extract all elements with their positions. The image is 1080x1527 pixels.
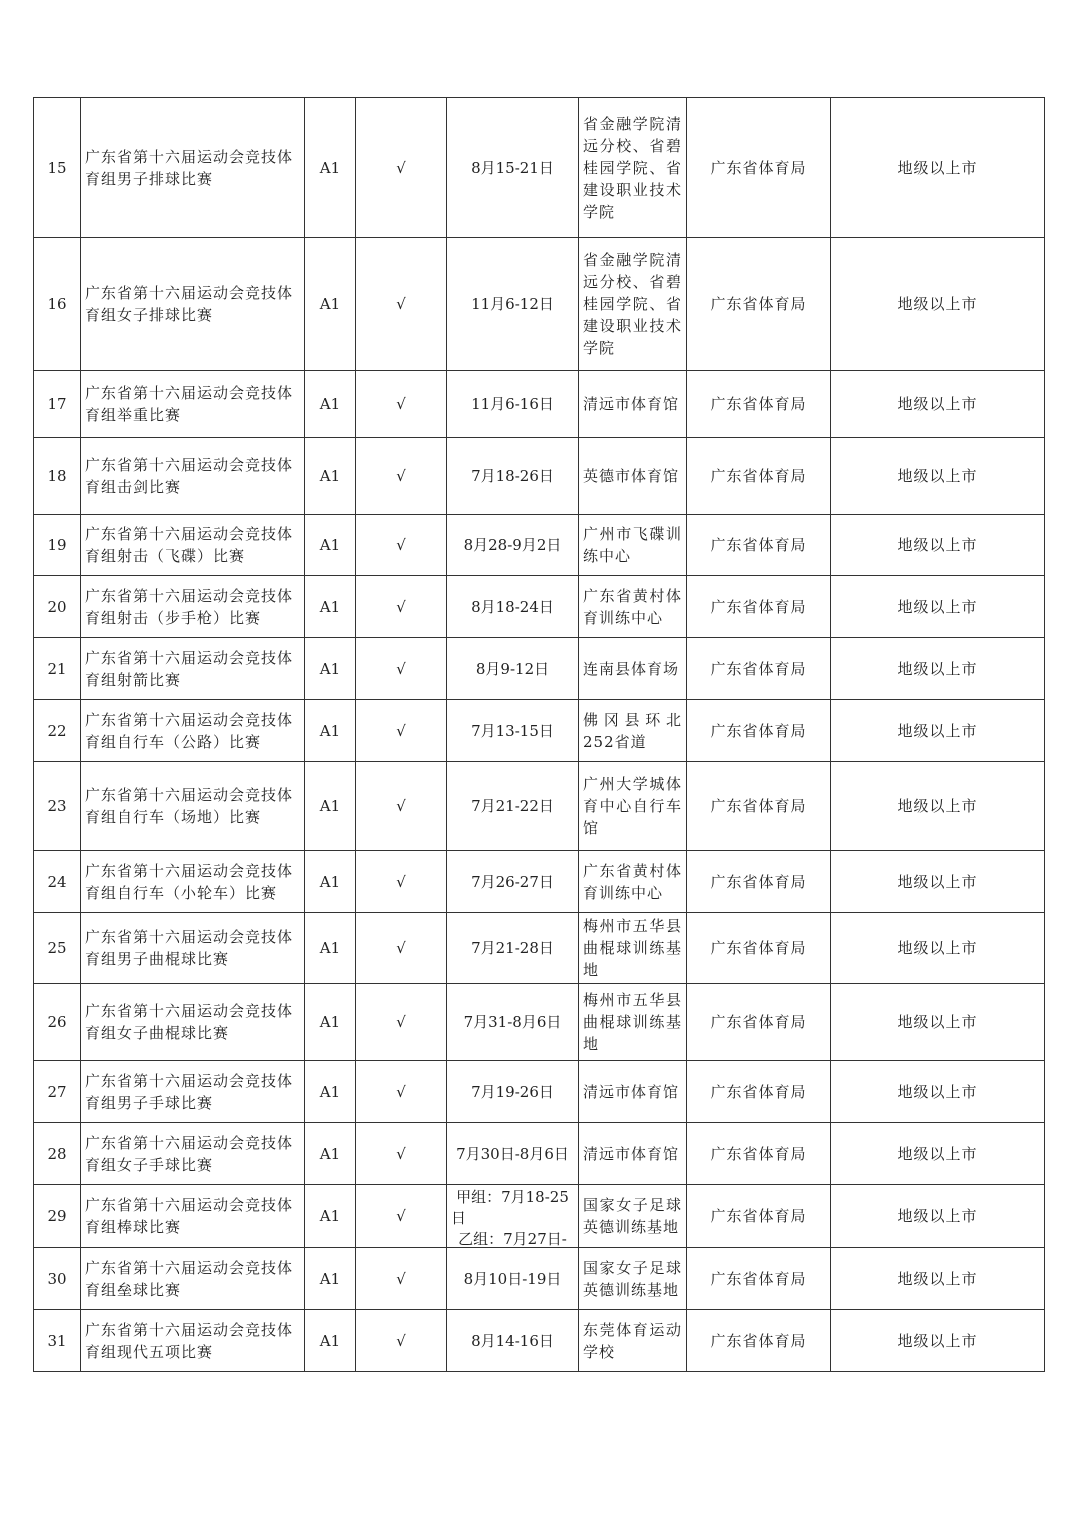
check-mark: √ xyxy=(356,238,447,371)
event-venue: 梅州市五华县曲棍球训练基地 xyxy=(579,984,687,1061)
row-number: 19 xyxy=(34,515,81,576)
event-participants: 地级以上市 xyxy=(831,515,1045,576)
event-venue: 连南县体育场 xyxy=(579,638,687,700)
event-venue: 清远市体育馆 xyxy=(579,1123,687,1185)
event-date: 8月15-21日 xyxy=(447,98,579,238)
event-venue: 广东省黄村体育训练中心 xyxy=(579,576,687,638)
event-name: 广东省第十六届运动会竞技体育组垒球比赛 xyxy=(81,1248,305,1310)
event-participants: 地级以上市 xyxy=(831,238,1045,371)
table-row xyxy=(34,98,1045,238)
check-mark: √ xyxy=(356,371,447,438)
row-number: 22 xyxy=(34,700,81,762)
row-number: 18 xyxy=(34,438,81,515)
check-mark: √ xyxy=(356,700,447,762)
event-venue: 广州大学城体育中心自行车馆 xyxy=(579,762,687,851)
event-date: 8月18-24日 xyxy=(447,576,579,638)
event-venue: 省金融学院清远分校、省碧桂园学院、省建设职业技术学院 xyxy=(579,238,687,371)
event-organizer: 广东省体育局 xyxy=(687,700,831,762)
check-mark: √ xyxy=(356,851,447,913)
event-venue: 佛冈县环北252省道 xyxy=(579,700,687,762)
row-number: 23 xyxy=(34,762,81,851)
event-venue: 东莞体育运动学校 xyxy=(579,1310,687,1372)
event-date xyxy=(447,1185,579,1248)
event-date: 7月21-28日 xyxy=(447,913,579,984)
row-number: 26 xyxy=(34,984,81,1061)
event-participants: 地级以上市 xyxy=(831,576,1045,638)
event-participants: 地级以上市 xyxy=(831,851,1045,913)
event-organizer: 广东省体育局 xyxy=(687,1310,831,1372)
event-venue: 省金融学院清远分校、省碧桂园学院、省建设职业技术学院 xyxy=(579,98,687,238)
check-mark: √ xyxy=(356,762,447,851)
event-date: 8月14-16日 xyxy=(447,1310,579,1372)
check-mark: √ xyxy=(356,576,447,638)
row-number: 31 xyxy=(34,1310,81,1372)
event-level: A1 xyxy=(305,438,356,515)
event-level: A1 xyxy=(305,515,356,576)
check-mark: √ xyxy=(356,1123,447,1185)
date-line-3: 乙组：7月27日- xyxy=(458,1230,567,1247)
event-participants: 地级以上市 xyxy=(831,371,1045,438)
event-name: 广东省第十六届运动会竞技体育组自行车（小轮车）比赛 xyxy=(81,851,305,913)
event-participants: 地级以上市 xyxy=(831,1310,1045,1372)
event-name: 广东省第十六届运动会竞技体育组现代五项比赛 xyxy=(81,1310,305,1372)
event-name: 广东省第十六届运动会竞技体育组举重比赛 xyxy=(81,371,305,438)
event-venue: 国家女子足球英德训练基地 xyxy=(579,1248,687,1310)
event-level: A1 xyxy=(305,98,356,238)
event-name: 广东省第十六届运动会竞技体育组女子手球比赛 xyxy=(81,1123,305,1185)
event-participants: 地级以上市 xyxy=(831,638,1045,700)
check-mark: √ xyxy=(356,1310,447,1372)
event-level: A1 xyxy=(305,1061,356,1123)
event-venue: 英德市体育馆 xyxy=(579,438,687,515)
event-participants: 地级以上市 xyxy=(831,98,1045,238)
row-number: 21 xyxy=(34,638,81,700)
event-participants: 地级以上市 xyxy=(831,984,1045,1061)
event-organizer: 广东省体育局 xyxy=(687,1123,831,1185)
table-row xyxy=(34,913,1045,984)
event-organizer: 广东省体育局 xyxy=(687,576,831,638)
table-row xyxy=(34,638,1045,700)
event-date: 7月31-8月6日 xyxy=(447,984,579,1061)
event-name: 广东省第十六届运动会竞技体育组女子曲棍球比赛 xyxy=(81,984,305,1061)
table-row xyxy=(34,1123,1045,1185)
event-level: A1 xyxy=(305,638,356,700)
event-venue: 广东省黄村体育训练中心 xyxy=(579,851,687,913)
event-venue: 清远市体育馆 xyxy=(579,371,687,438)
table-row xyxy=(34,851,1045,913)
row-number: 16 xyxy=(34,238,81,371)
event-date: 8月28-9月2日 xyxy=(447,515,579,576)
event-date: 8月9-12日 xyxy=(447,638,579,700)
row-number: 28 xyxy=(34,1123,81,1185)
check-mark: √ xyxy=(356,913,447,984)
event-venue: 梅州市五华县曲棍球训练基地 xyxy=(579,913,687,984)
check-mark: √ xyxy=(356,98,447,238)
events-table xyxy=(33,97,1045,1372)
event-organizer: 广东省体育局 xyxy=(687,371,831,438)
event-organizer: 广东省体育局 xyxy=(687,438,831,515)
event-level: A1 xyxy=(305,1310,356,1372)
event-name: 广东省第十六届运动会竞技体育组棒球比赛 xyxy=(81,1185,305,1248)
table-row xyxy=(34,762,1045,851)
table-row xyxy=(34,1310,1045,1372)
check-mark: √ xyxy=(356,1248,447,1310)
event-date: 7月19-26日 xyxy=(447,1061,579,1123)
date-line-2: 日 xyxy=(451,1209,467,1227)
event-organizer: 广东省体育局 xyxy=(687,238,831,371)
event-participants: 地级以上市 xyxy=(831,1248,1045,1310)
event-organizer: 广东省体育局 xyxy=(687,913,831,984)
table-row xyxy=(34,371,1045,438)
event-organizer: 广东省体育局 xyxy=(687,638,831,700)
event-level: A1 xyxy=(305,700,356,762)
event-organizer: 广东省体育局 xyxy=(687,1248,831,1310)
table-row xyxy=(34,1185,1045,1248)
event-participants: 地级以上市 xyxy=(831,1061,1045,1123)
event-organizer: 广东省体育局 xyxy=(687,851,831,913)
event-organizer: 广东省体育局 xyxy=(687,98,831,238)
event-level: A1 xyxy=(305,913,356,984)
event-participants: 地级以上市 xyxy=(831,700,1045,762)
date-line-1: 甲组：7月18-25 xyxy=(456,1188,569,1206)
table-row xyxy=(34,576,1045,638)
event-name: 广东省第十六届运动会竞技体育组射击（飞碟）比赛 xyxy=(81,515,305,576)
event-name: 广东省第十六届运动会竞技体育组击剑比赛 xyxy=(81,438,305,515)
row-number: 17 xyxy=(34,371,81,438)
event-date: 7月21-22日 xyxy=(447,762,579,851)
event-participants: 地级以上市 xyxy=(831,1185,1045,1248)
event-date: 11月6-16日 xyxy=(447,371,579,438)
event-date: 7月13-15日 xyxy=(447,700,579,762)
row-number: 29 xyxy=(34,1185,81,1248)
event-participants: 地级以上市 xyxy=(831,913,1045,984)
check-mark: √ xyxy=(356,438,447,515)
event-date: 11月6-12日 xyxy=(447,238,579,371)
event-level: A1 xyxy=(305,984,356,1061)
check-mark: √ xyxy=(356,1061,447,1123)
event-date: 7月30日-8月6日 xyxy=(447,1123,579,1185)
event-venue: 清远市体育馆 xyxy=(579,1061,687,1123)
event-organizer: 广东省体育局 xyxy=(687,762,831,851)
event-participants: 地级以上市 xyxy=(831,1123,1045,1185)
event-level: A1 xyxy=(305,851,356,913)
event-venue: 广州市飞碟训练中心 xyxy=(579,515,687,576)
event-date: 7月18-26日 xyxy=(447,438,579,515)
event-date: 8月10日-19日 xyxy=(447,1248,579,1310)
event-venue: 国家女子足球英德训练基地 xyxy=(579,1185,687,1248)
event-level: A1 xyxy=(305,576,356,638)
check-mark: √ xyxy=(356,638,447,700)
check-mark: √ xyxy=(356,515,447,576)
event-name: 广东省第十六届运动会竞技体育组自行车（公路）比赛 xyxy=(81,700,305,762)
event-level: A1 xyxy=(305,1123,356,1185)
event-organizer: 广东省体育局 xyxy=(687,515,831,576)
event-level: A1 xyxy=(305,1185,356,1248)
event-date: 7月26-27日 xyxy=(447,851,579,913)
row-number: 15 xyxy=(34,98,81,238)
event-participants: 地级以上市 xyxy=(831,762,1045,851)
event-name: 广东省第十六届运动会竞技体育组男子曲棍球比赛 xyxy=(81,913,305,984)
event-organizer: 广东省体育局 xyxy=(687,1061,831,1123)
event-level: A1 xyxy=(305,762,356,851)
row-number: 20 xyxy=(34,576,81,638)
table-row xyxy=(34,515,1045,576)
event-level: A1 xyxy=(305,1248,356,1310)
event-name: 广东省第十六届运动会竞技体育组射击（步手枪）比赛 xyxy=(81,576,305,638)
table-row xyxy=(34,984,1045,1061)
event-name: 广东省第十六届运动会竞技体育组射箭比赛 xyxy=(81,638,305,700)
event-name: 广东省第十六届运动会竞技体育组自行车（场地）比赛 xyxy=(81,762,305,851)
table-row xyxy=(34,1248,1045,1310)
row-number: 24 xyxy=(34,851,81,913)
row-number: 27 xyxy=(34,1061,81,1123)
event-organizer: 广东省体育局 xyxy=(687,984,831,1061)
event-name: 广东省第十六届运动会竞技体育组男子排球比赛 xyxy=(81,98,305,238)
check-mark: √ xyxy=(356,1185,447,1248)
table-row xyxy=(34,1061,1045,1123)
check-mark: √ xyxy=(356,984,447,1061)
table-row xyxy=(34,700,1045,762)
event-organizer: 广东省体育局 xyxy=(687,1185,831,1248)
event-level: A1 xyxy=(305,371,356,438)
event-name: 广东省第十六届运动会竞技体育组男子手球比赛 xyxy=(81,1061,305,1123)
event-participants: 地级以上市 xyxy=(831,438,1045,515)
event-level: A1 xyxy=(305,238,356,371)
row-number: 25 xyxy=(34,913,81,984)
table-row xyxy=(34,238,1045,371)
table-row xyxy=(34,438,1045,515)
event-name: 广东省第十六届运动会竞技体育组女子排球比赛 xyxy=(81,238,305,371)
row-number: 30 xyxy=(34,1248,81,1310)
